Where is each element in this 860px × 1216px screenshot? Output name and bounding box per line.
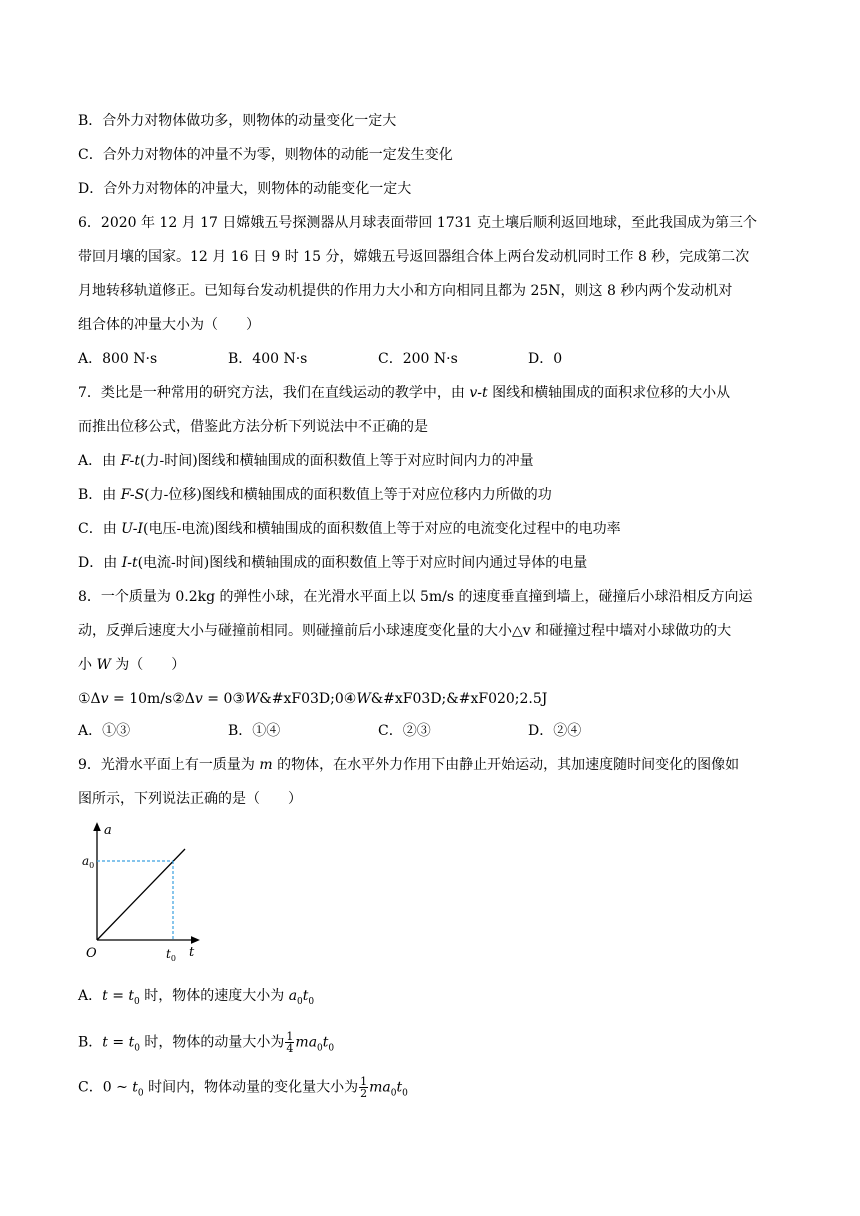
t0-label: $t_0$	[166, 947, 176, 963]
q9-stem-line-2: 图所示，下列说法正确的是（ ）	[78, 791, 302, 807]
q7-option-a: A．由 F-t(力-时间)图线和横轴围成的面积数值上等于对应时间内力的冲量	[78, 453, 534, 469]
one-half-fraction: $\frac{1}{2}$	[360, 1075, 368, 1100]
q6-stem-line-2: 带回月壤的国家。12 月 16 日 9 时 15 分，嫦娥五号返回器组合体上两台发动机同时工作 8 秒，完成第二次	[78, 249, 750, 265]
q9-option-b: B．$t = t_0$ 时，物体的动量大小为 $\frac{1}{4}$ $ma_0t_0$	[78, 1030, 335, 1055]
q6-options	[78, 349, 798, 369]
graph-line	[97, 849, 185, 940]
q8-option-b: B．①④	[228, 723, 281, 739]
x-axis-label: t	[189, 945, 195, 960]
q6-stem-line-1: 6．2020 年 12 月 17 日嫦娥五号探测器从月球表面带回 1731 克土壤后顺利返回地球，至此我国成为第三个	[78, 215, 757, 231]
q5-option-c: C．合外力对物体的冲量不为零，则物体的动能一定发生变化	[78, 147, 453, 163]
q8-option-c: C．②③	[378, 723, 431, 739]
q7-option-b: B．由 F-S(力-位移)图线和横轴围成的面积数值上等于对应位移内力所做的功	[78, 487, 552, 503]
q8-option-d: D．②④	[528, 723, 582, 739]
acceleration-time-graph	[82, 818, 202, 968]
q7-option-c: C．由 U-I(电压-电流)图线和横轴围成的面积数值上等于对应的电流变化过程中的电功率	[78, 521, 621, 537]
q6-option-d: D．0	[528, 351, 563, 367]
a0-label: $a_0$	[82, 854, 95, 870]
q6-option-b: B．400 N·s	[228, 351, 308, 367]
one-quarter-fraction: $\frac{1}{4}$	[286, 1030, 294, 1055]
q6-stem-line-4: 组合体的冲量大小为（ ）	[78, 317, 260, 333]
q5-option-d: D．合外力对物体的冲量大，则物体的动能变化一定大	[78, 181, 412, 197]
q6-stem-line-3: 月地转移轨道修正。已知每台发动机提供的作用力大小和方向相同且都为 25N，则这 8 秒内两个发动机对	[78, 283, 733, 299]
q7-stem-line-1: 7．类比是一种常用的研究方法，我们在直线运动的教学中，由 v-t 图线和横轴围成的面积求位移的大小从	[78, 385, 731, 401]
q8-stem-line-2: 动，反弹后速度大小与碰撞前相同。则碰撞前后小球速度变化量的大小△v 和碰撞过程中墙对小球做功的大	[78, 623, 732, 639]
q7-stem-line-2: 而推出位移公式，借鉴此方法分析下列说法中不正确的是	[78, 419, 428, 435]
q5-option-b: B．合外力对物体做功多，则物体的动量变化一定大	[78, 113, 397, 129]
q9-option-c: C．0 ~ $t_0$ 时间内，物体动量的变化量大小为 $\frac{1}{2}$ $ma_0t_0$	[78, 1075, 408, 1100]
q8-stem-line-3: 小 W 为（ ）	[78, 657, 186, 673]
origin-label: O	[86, 946, 97, 961]
q6-option-a: A．800 N·s	[78, 351, 158, 367]
q6-option-c: C．200 N·s	[378, 351, 458, 367]
q9-stem-line-1: 9．光滑水平面上有一质量为 m 的物体，在水平外力作用下由静止开始运动，其加速度随时间变化的图像如	[78, 757, 740, 773]
q8-statements: ①Δv = 10m/s②Δv = 0③W&#xF03D;0④W&#xF03D;&#xF020;2.5J	[78, 691, 548, 707]
q8-option-a: A．①③	[78, 723, 131, 739]
q8-options	[78, 721, 798, 741]
q8-stem-line-1: 8．一个质量为 0.2kg 的弹性小球，在光滑水平面上以 5m/s 的速度垂直撞到墙上，碰撞后小球沿相反方向运	[78, 589, 753, 605]
y-axis-label: a	[104, 823, 112, 838]
q9-option-a: A．$t = t_0$ 时，物体的速度大小为 $a_0t_0$	[78, 988, 315, 1007]
q7-option-d: D．由 I-t(电流-时间)图线和横轴围成的面积数值上等于对应时间内通过导体的电量	[78, 555, 588, 571]
